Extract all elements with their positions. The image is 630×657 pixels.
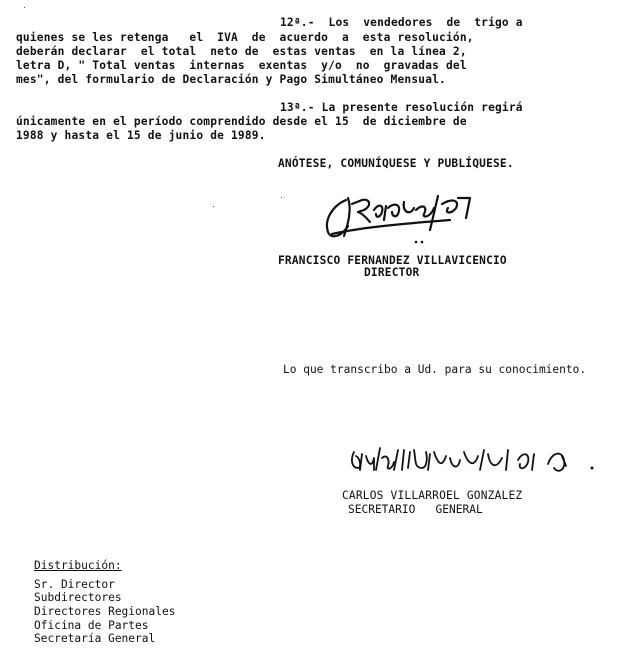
paragraph-13-line-1: 13ª.- La presente resolución regirá (280, 101, 523, 114)
scan-speck (281, 197, 282, 198)
distribution-item: Sr. Director (34, 578, 115, 591)
distribution-item: Directores Regionales (34, 605, 176, 618)
distribution-heading: Distribución: (34, 559, 122, 572)
secretary-name: CARLOS VILLARROEL GONZALEZ (342, 489, 523, 502)
paragraph-13-line-2: únicamente en el período comprendido desde el 15 de diciembre de (16, 115, 467, 128)
scan-speck (24, 7, 25, 8)
transcription-note: Lo que transcribo a Ud. para su conocimiento. (283, 363, 587, 376)
director-title: DIRECTOR (364, 266, 420, 279)
director-name: FRANCISCO FERNANDEZ VILLAVICENCIO (278, 254, 507, 267)
paragraph-12-line-4: letra D, " Total ventas internas exentas y/o no gravadas del (16, 59, 467, 72)
paragraph-12-line-5: mes", del formulario de Declaración y Pago Simultáneo Mensual. (16, 73, 446, 86)
distribution-item: Subdirectores (34, 591, 122, 604)
distribution-item: Oficina de Partes (34, 619, 149, 632)
paragraph-12-line-3: deberán declarar el total neto de estas ventas en la línea 2, (16, 45, 467, 58)
paragraph-13-line-3: 1988 y hasta el 15 de junio de 1989. (16, 129, 266, 142)
paragraph-12-line-2: quienes se les retenga el IVA de acuerdo a esta resolución, (16, 31, 474, 44)
secretary-signature (348, 440, 606, 478)
secretary-title: SECRETARIO GENERAL (348, 503, 483, 516)
distribution-item: Secretaría General (34, 632, 156, 645)
closing-formula: ANÓTESE, COMUNÍQUESE Y PUBLÍQUESE. (278, 157, 514, 170)
scan-speck (213, 206, 214, 207)
director-signature (318, 190, 478, 248)
paragraph-12-line-1: 12ª.- Los vendedores de trigo a (280, 16, 523, 29)
